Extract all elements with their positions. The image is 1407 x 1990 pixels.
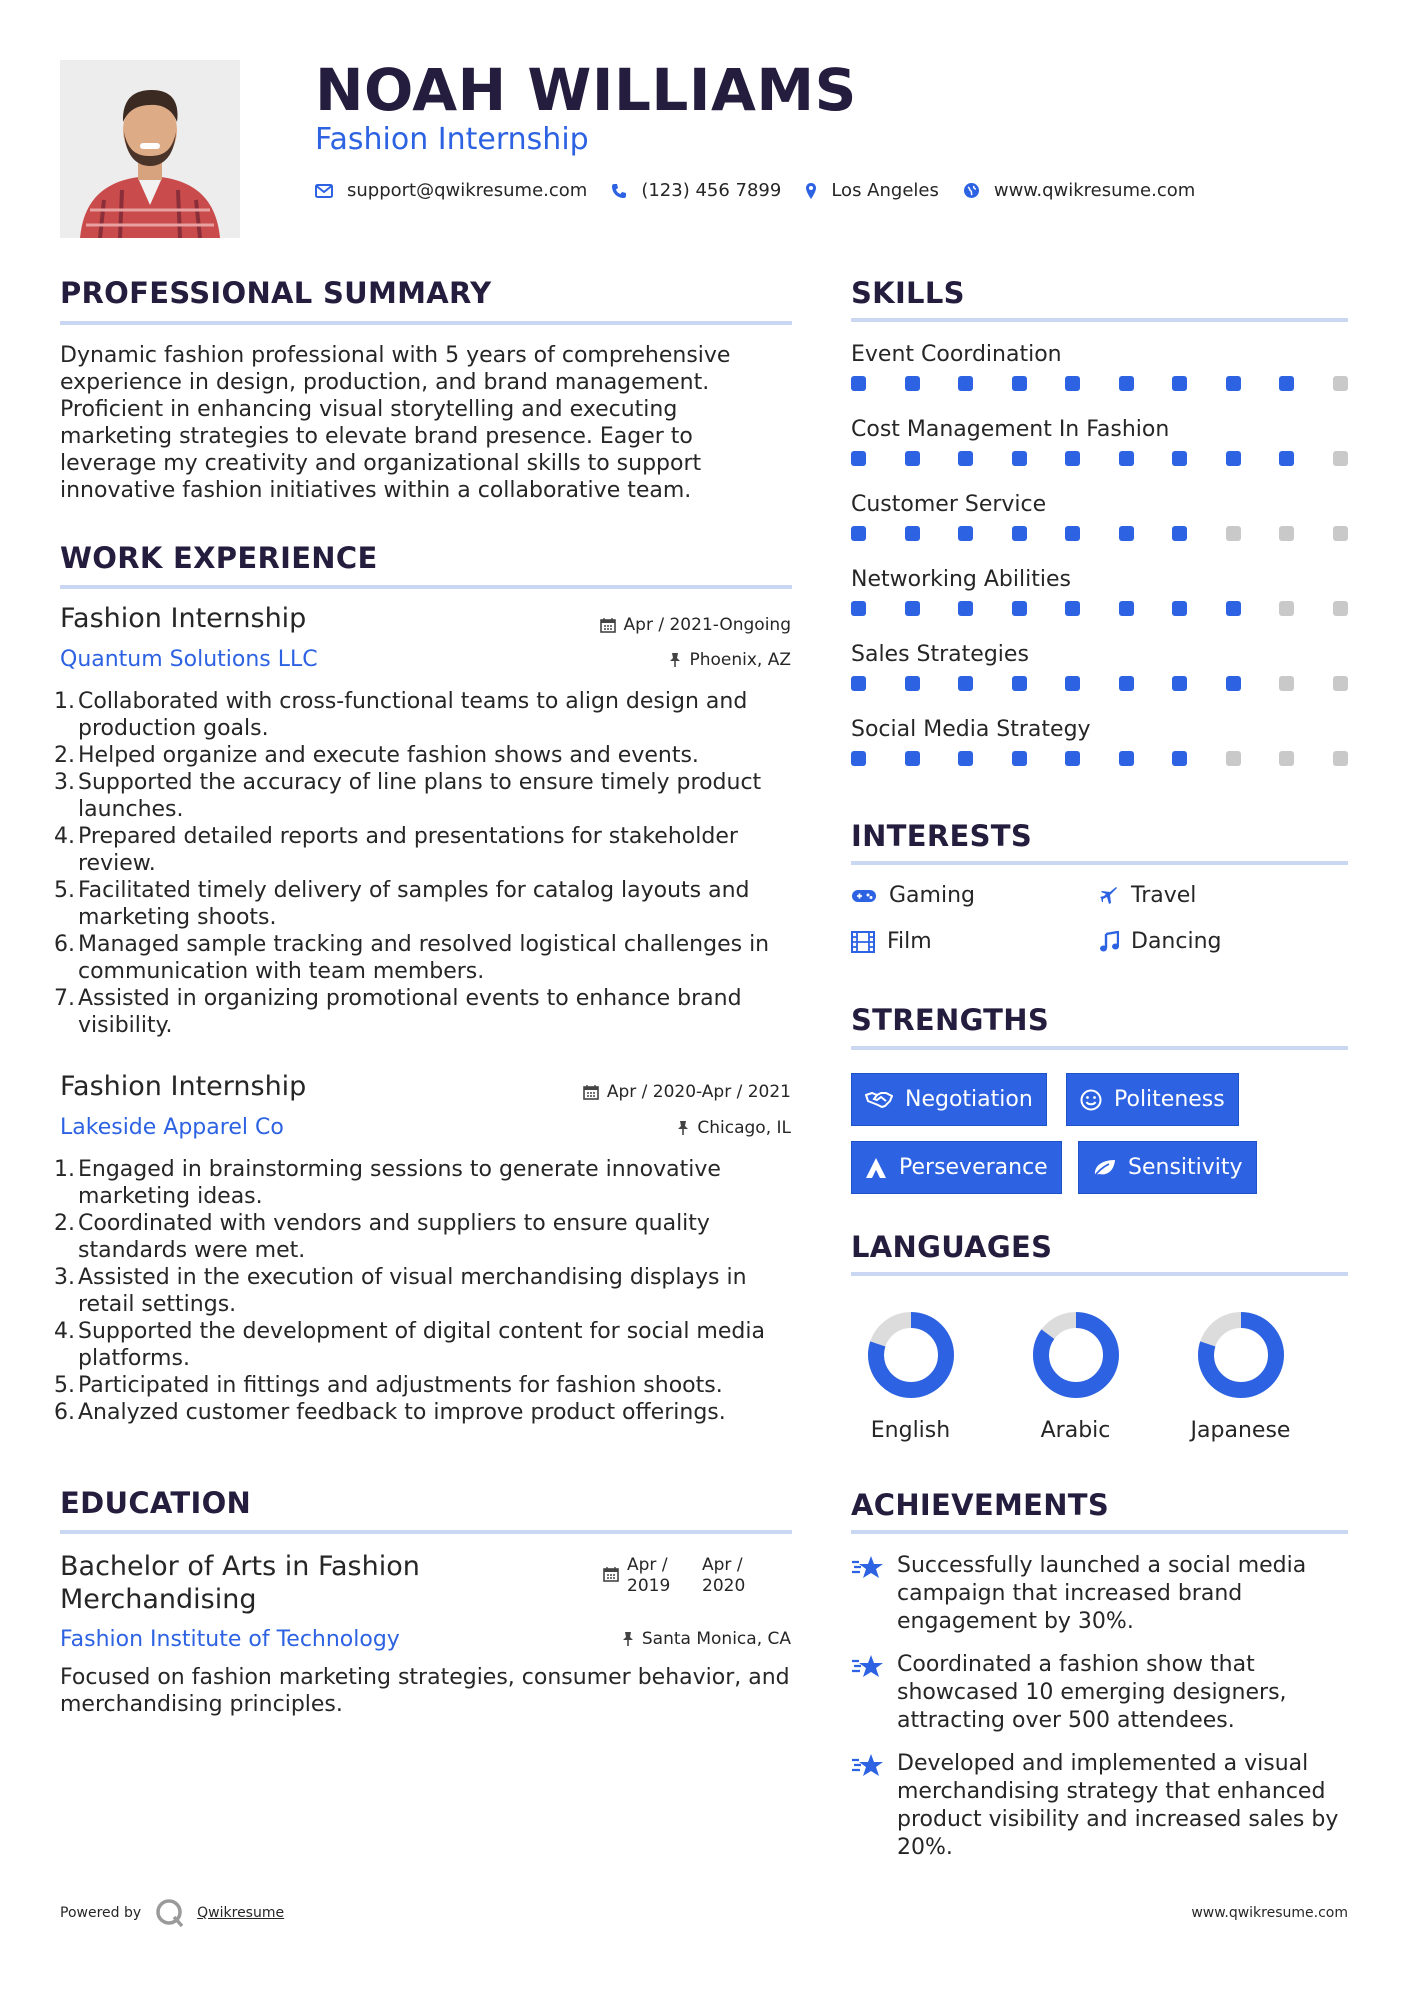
rating-dot-filled [1065, 676, 1080, 691]
list-item: 2. Helped organize and execute fashion shows and events. [54, 743, 699, 768]
rating-dot-filled [1119, 376, 1134, 391]
rating-dot-filled [1012, 451, 1027, 466]
language-proficiency-ring [1031, 1310, 1121, 1400]
job-1-company: Quantum Solutions LLC [60, 647, 318, 672]
rating-dot-empty [1333, 451, 1348, 466]
achievement-3 [851, 1750, 1348, 1862]
contact-email[interactable] [315, 180, 587, 201]
pushpin-icon [622, 1631, 634, 1647]
strength-politeness-label: Politeness [1114, 1087, 1225, 1112]
rating-dot-empty [1279, 526, 1294, 541]
rating-dot-filled [958, 601, 973, 616]
skill-rating [851, 676, 1348, 691]
rating-dot-filled [958, 451, 973, 466]
skill-item [851, 417, 1348, 492]
summary-text: Dynamic fashion professional with 5 years of comprehensive experience in design, production, and brand management. Proficient in enhancing visual storytelling and executing marketing strategies to elevate brand presence. Eager to leverage my creativity and organizational skills to support innovative fashion initiatives within a collaborative team. [60, 343, 731, 503]
list-item: 6. Analyzed customer feedback to improve product offerings. [54, 1400, 726, 1425]
skill-item [851, 717, 1348, 792]
skill-name: Customer Service [851, 492, 1047, 517]
contact-location [805, 180, 939, 201]
education-location [622, 1629, 791, 1649]
rating-dot-filled [851, 676, 866, 691]
rating-dot-filled [1065, 526, 1080, 541]
language-proficiency-ring [1196, 1310, 1286, 1400]
list-item: 3. Supported the accuracy of line plans to ensure timely product launches. [54, 770, 762, 822]
job-1-duties [54, 688, 792, 1039]
education-dates [603, 1555, 745, 1597]
rating-dot-filled [958, 676, 973, 691]
interest-film [851, 929, 932, 954]
skill-item [851, 492, 1348, 567]
rating-dot-filled [1119, 751, 1134, 766]
job-2-title: Fashion Internship [60, 1071, 307, 1102]
job-2-duties [54, 1156, 792, 1426]
calendar-icon [600, 617, 616, 633]
rating-dot-filled [1279, 376, 1294, 391]
rating-dot-filled [1279, 451, 1294, 466]
rating-dot-empty [1226, 751, 1241, 766]
contact-phone-text: (123) 456 7899 [641, 180, 782, 201]
rating-dot-filled [1119, 676, 1134, 691]
achievement-2-text: Coordinated a fashion show that showcased 10 emerging designers, attracting over 500 attendees. [897, 1652, 1287, 1733]
rating-dot-filled [1172, 526, 1187, 541]
list-item: 4. Supported the development of digital content for social media platforms. [54, 1319, 765, 1371]
contact-phone[interactable] [611, 180, 781, 201]
rating-dot-filled [851, 751, 866, 766]
star-badge-icon [851, 1554, 885, 1582]
rating-dot-filled [1172, 601, 1187, 616]
strength-negotiation [851, 1073, 1047, 1126]
achievement-1 [851, 1552, 1348, 1636]
skill-rating [851, 451, 1348, 466]
skill-item [851, 567, 1348, 642]
rating-dot-empty [1279, 751, 1294, 766]
strengths-divider [851, 1046, 1348, 1050]
rating-dot-filled [905, 676, 920, 691]
job-2-dates-text: Apr / 2020-Apr / 2021 [606, 1082, 791, 1102]
powered-by-label: Powered by [60, 1905, 142, 1921]
strength-perseverance [851, 1141, 1062, 1194]
job-title: Fashion Internship [315, 122, 589, 157]
language-name: Japanese [1190, 1418, 1291, 1443]
skills-heading: SKILLS [851, 276, 965, 310]
plane-icon [1099, 886, 1119, 906]
job-2-dates [583, 1082, 791, 1102]
profile-photo [60, 60, 240, 238]
list-item: 1. Collaborated with cross-functional teams to align design and production goals. [54, 689, 748, 741]
school-name: Fashion Institute of Technology [60, 1627, 400, 1652]
contact-website[interactable] [963, 180, 1195, 201]
language-item [848, 1310, 973, 1443]
education-description: Focused on fashion marketing strategies, consumer behavior, and merchandising principles. [60, 1665, 790, 1717]
job-1-dates-text: Apr / 2021-Ongoing [623, 615, 791, 635]
strength-perseverance-label: Perseverance [899, 1155, 1048, 1180]
rating-dot-empty [1333, 751, 1348, 766]
rating-dot-filled [1172, 451, 1187, 466]
job-2-location-text: Chicago, IL [697, 1118, 791, 1138]
globe-icon [963, 182, 980, 199]
rating-dot-filled [1119, 451, 1134, 466]
rating-dot-filled [1065, 451, 1080, 466]
rating-dot-filled [1065, 376, 1080, 391]
interest-gaming [851, 883, 975, 908]
candidate-name: NOAH WILLIAMS [315, 56, 857, 124]
map-pin-icon [805, 182, 817, 200]
rating-dot-empty [1226, 526, 1241, 541]
education-end-month: Apr / [702, 1555, 743, 1575]
list-item: 1. Engaged in brainstorming sessions to generate innovative marketing ideas. [54, 1157, 721, 1209]
job-1-title: Fashion Internship [60, 603, 307, 634]
job-1-location-text: Phoenix, AZ [689, 650, 791, 670]
skill-rating [851, 376, 1348, 391]
skill-name: Cost Management In Fashion [851, 417, 1170, 442]
skill-name: Networking Abilities [851, 567, 1071, 592]
rating-dot-filled [1065, 601, 1080, 616]
skill-rating [851, 526, 1348, 541]
interest-gaming-label: Gaming [889, 883, 975, 908]
achievements-divider [851, 1530, 1348, 1534]
skills-list [851, 342, 1348, 792]
strengths-heading: STRENGTHS [851, 1003, 1050, 1037]
experience-divider [60, 585, 792, 589]
job-2-location [677, 1118, 791, 1138]
interests-divider [851, 861, 1348, 865]
star-badge-icon [851, 1752, 885, 1780]
rating-dot-filled [851, 526, 866, 541]
envelope-icon [315, 184, 333, 198]
rating-dot-filled [851, 601, 866, 616]
language-item [1013, 1310, 1138, 1443]
interest-dancing-label: Dancing [1131, 929, 1222, 954]
education-start [627, 1555, 702, 1597]
rating-dot-filled [851, 451, 866, 466]
rating-dot-filled [851, 376, 866, 391]
education-heading: EDUCATION [60, 1486, 252, 1520]
rating-dot-empty [1333, 676, 1348, 691]
handshake-icon [865, 1090, 893, 1110]
qwikresume-link[interactable]: Qwikresume [197, 1905, 285, 1921]
interest-travel [1099, 883, 1196, 908]
degree-line-2: Merchandising [60, 1584, 257, 1615]
rating-dot-filled [1226, 451, 1241, 466]
job-1-dates [600, 615, 791, 635]
achievements-heading: ACHIEVEMENTS [851, 1488, 1110, 1522]
contact-email-text: support@qwikresume.com [347, 180, 588, 201]
rating-dot-filled [1172, 751, 1187, 766]
job-1-location [669, 650, 791, 670]
list-item: 3. Assisted in the execution of visual merchandising displays in retail settings. [54, 1265, 747, 1317]
rating-dot-filled [1226, 676, 1241, 691]
language-name: English [870, 1418, 951, 1443]
film-icon [851, 931, 875, 953]
list-item: 4. Prepared detailed reports and presentations for stakeholder review. [54, 824, 738, 876]
degree-line-1: Bachelor of Arts in Fashion [60, 1551, 420, 1582]
list-item: 2. Coordinated with vendors and suppliers to ensure quality standards were met. [54, 1211, 710, 1263]
footer-powered-by [60, 1898, 284, 1928]
rating-dot-filled [1226, 601, 1241, 616]
rating-dot-filled [1012, 676, 1027, 691]
rating-dot-filled [958, 376, 973, 391]
achievement-1-text: Successfully launched a social media campaign that increased brand engagement by 30%. [897, 1553, 1307, 1634]
list-item: 5. Participated in fittings and adjustments for fashion shoots. [54, 1373, 723, 1398]
contact-website-text: www.qwikresume.com [993, 180, 1196, 201]
skill-rating [851, 751, 1348, 766]
skill-name: Social Media Strategy [851, 717, 1091, 742]
rating-dot-filled [1119, 601, 1134, 616]
languages-heading: LANGUAGES [851, 1230, 1053, 1264]
hiker-icon [865, 1157, 887, 1179]
list-item: 7. Assisted in organizing promotional events to enhance brand visibility. [54, 986, 742, 1038]
summary-heading: PROFESSIONAL SUMMARY [60, 276, 492, 310]
languages-list [848, 1310, 1303, 1443]
education-end [702, 1555, 745, 1597]
skill-item [851, 642, 1348, 717]
music-icon [1099, 931, 1119, 953]
summary-divider [60, 321, 792, 325]
degree-title [60, 1550, 420, 1616]
skill-name: Event Coordination [851, 342, 1062, 367]
job-2-company: Lakeside Apparel Co [60, 1115, 284, 1140]
rating-dot-filled [905, 601, 920, 616]
rating-dot-empty [1333, 376, 1348, 391]
achievement-3-text: Developed and implemented a visual merchandising strategy that enhanced product visibility and increased sales by 20%. [897, 1751, 1339, 1860]
strength-sensitivity-label: Sensitivity [1128, 1155, 1243, 1180]
calendar-icon [603, 1566, 619, 1582]
strength-politeness [1066, 1073, 1239, 1126]
rating-dot-filled [1012, 526, 1027, 541]
contact-location-text: Los Angeles [831, 180, 939, 201]
contact-bar [315, 180, 1219, 201]
languages-divider [851, 1272, 1348, 1276]
rating-dot-filled [1012, 751, 1027, 766]
achievement-2 [851, 1651, 1348, 1735]
experience-heading: WORK EXPERIENCE [60, 541, 378, 575]
calendar-icon [583, 1084, 599, 1100]
language-proficiency-ring [866, 1310, 956, 1400]
rating-dot-empty [1279, 601, 1294, 616]
rating-dot-filled [905, 451, 920, 466]
education-divider [60, 1530, 792, 1534]
list-item: 6. Managed sample tracking and resolved logistical challenges in communication with team members. [54, 932, 770, 984]
education-end-year: 2020 [702, 1576, 746, 1596]
footer-website[interactable]: www.qwikresume.com [1191, 1905, 1348, 1921]
interest-film-label: Film [887, 929, 932, 954]
strength-sensitivity [1078, 1141, 1257, 1194]
interests-heading: INTERESTS [851, 819, 1033, 853]
star-badge-icon [851, 1653, 885, 1681]
education-location-text: Santa Monica, CA [641, 1629, 791, 1649]
gamepad-icon [851, 887, 877, 905]
rating-dot-empty [1333, 526, 1348, 541]
interest-dancing [1099, 929, 1221, 954]
rating-dot-filled [958, 526, 973, 541]
pushpin-icon [677, 1120, 689, 1136]
education-start-year: 2019 [627, 1576, 671, 1596]
rating-dot-filled [958, 751, 973, 766]
rating-dot-filled [1065, 751, 1080, 766]
rating-dot-filled [905, 376, 920, 391]
smile-icon [1080, 1089, 1102, 1111]
rating-dot-filled [1226, 376, 1241, 391]
rating-dot-filled [905, 751, 920, 766]
rating-dot-filled [1012, 376, 1027, 391]
language-item [1178, 1310, 1303, 1443]
phone-icon [611, 183, 627, 199]
rating-dot-empty [1279, 676, 1294, 691]
rating-dot-filled [905, 526, 920, 541]
skill-item [851, 342, 1348, 417]
strength-negotiation-label: Negotiation [905, 1087, 1033, 1112]
list-item: 5. Facilitated timely delivery of samples for catalog layouts and marketing shoots. [54, 878, 750, 930]
qwikresume-logo-icon [155, 1898, 185, 1928]
language-name: Arabic [1040, 1418, 1111, 1443]
rating-dot-filled [1172, 376, 1187, 391]
skills-divider [851, 318, 1348, 322]
rating-dot-filled [1119, 526, 1134, 541]
skill-name: Sales Strategies [851, 642, 1029, 667]
rating-dot-filled [1012, 601, 1027, 616]
rating-dot-filled [1172, 676, 1187, 691]
skill-rating [851, 601, 1348, 616]
leaf-icon [1092, 1158, 1116, 1178]
pushpin-icon [669, 652, 681, 668]
education-start-month: Apr / [627, 1555, 668, 1575]
interest-travel-label: Travel [1131, 883, 1197, 908]
rating-dot-empty [1333, 601, 1348, 616]
